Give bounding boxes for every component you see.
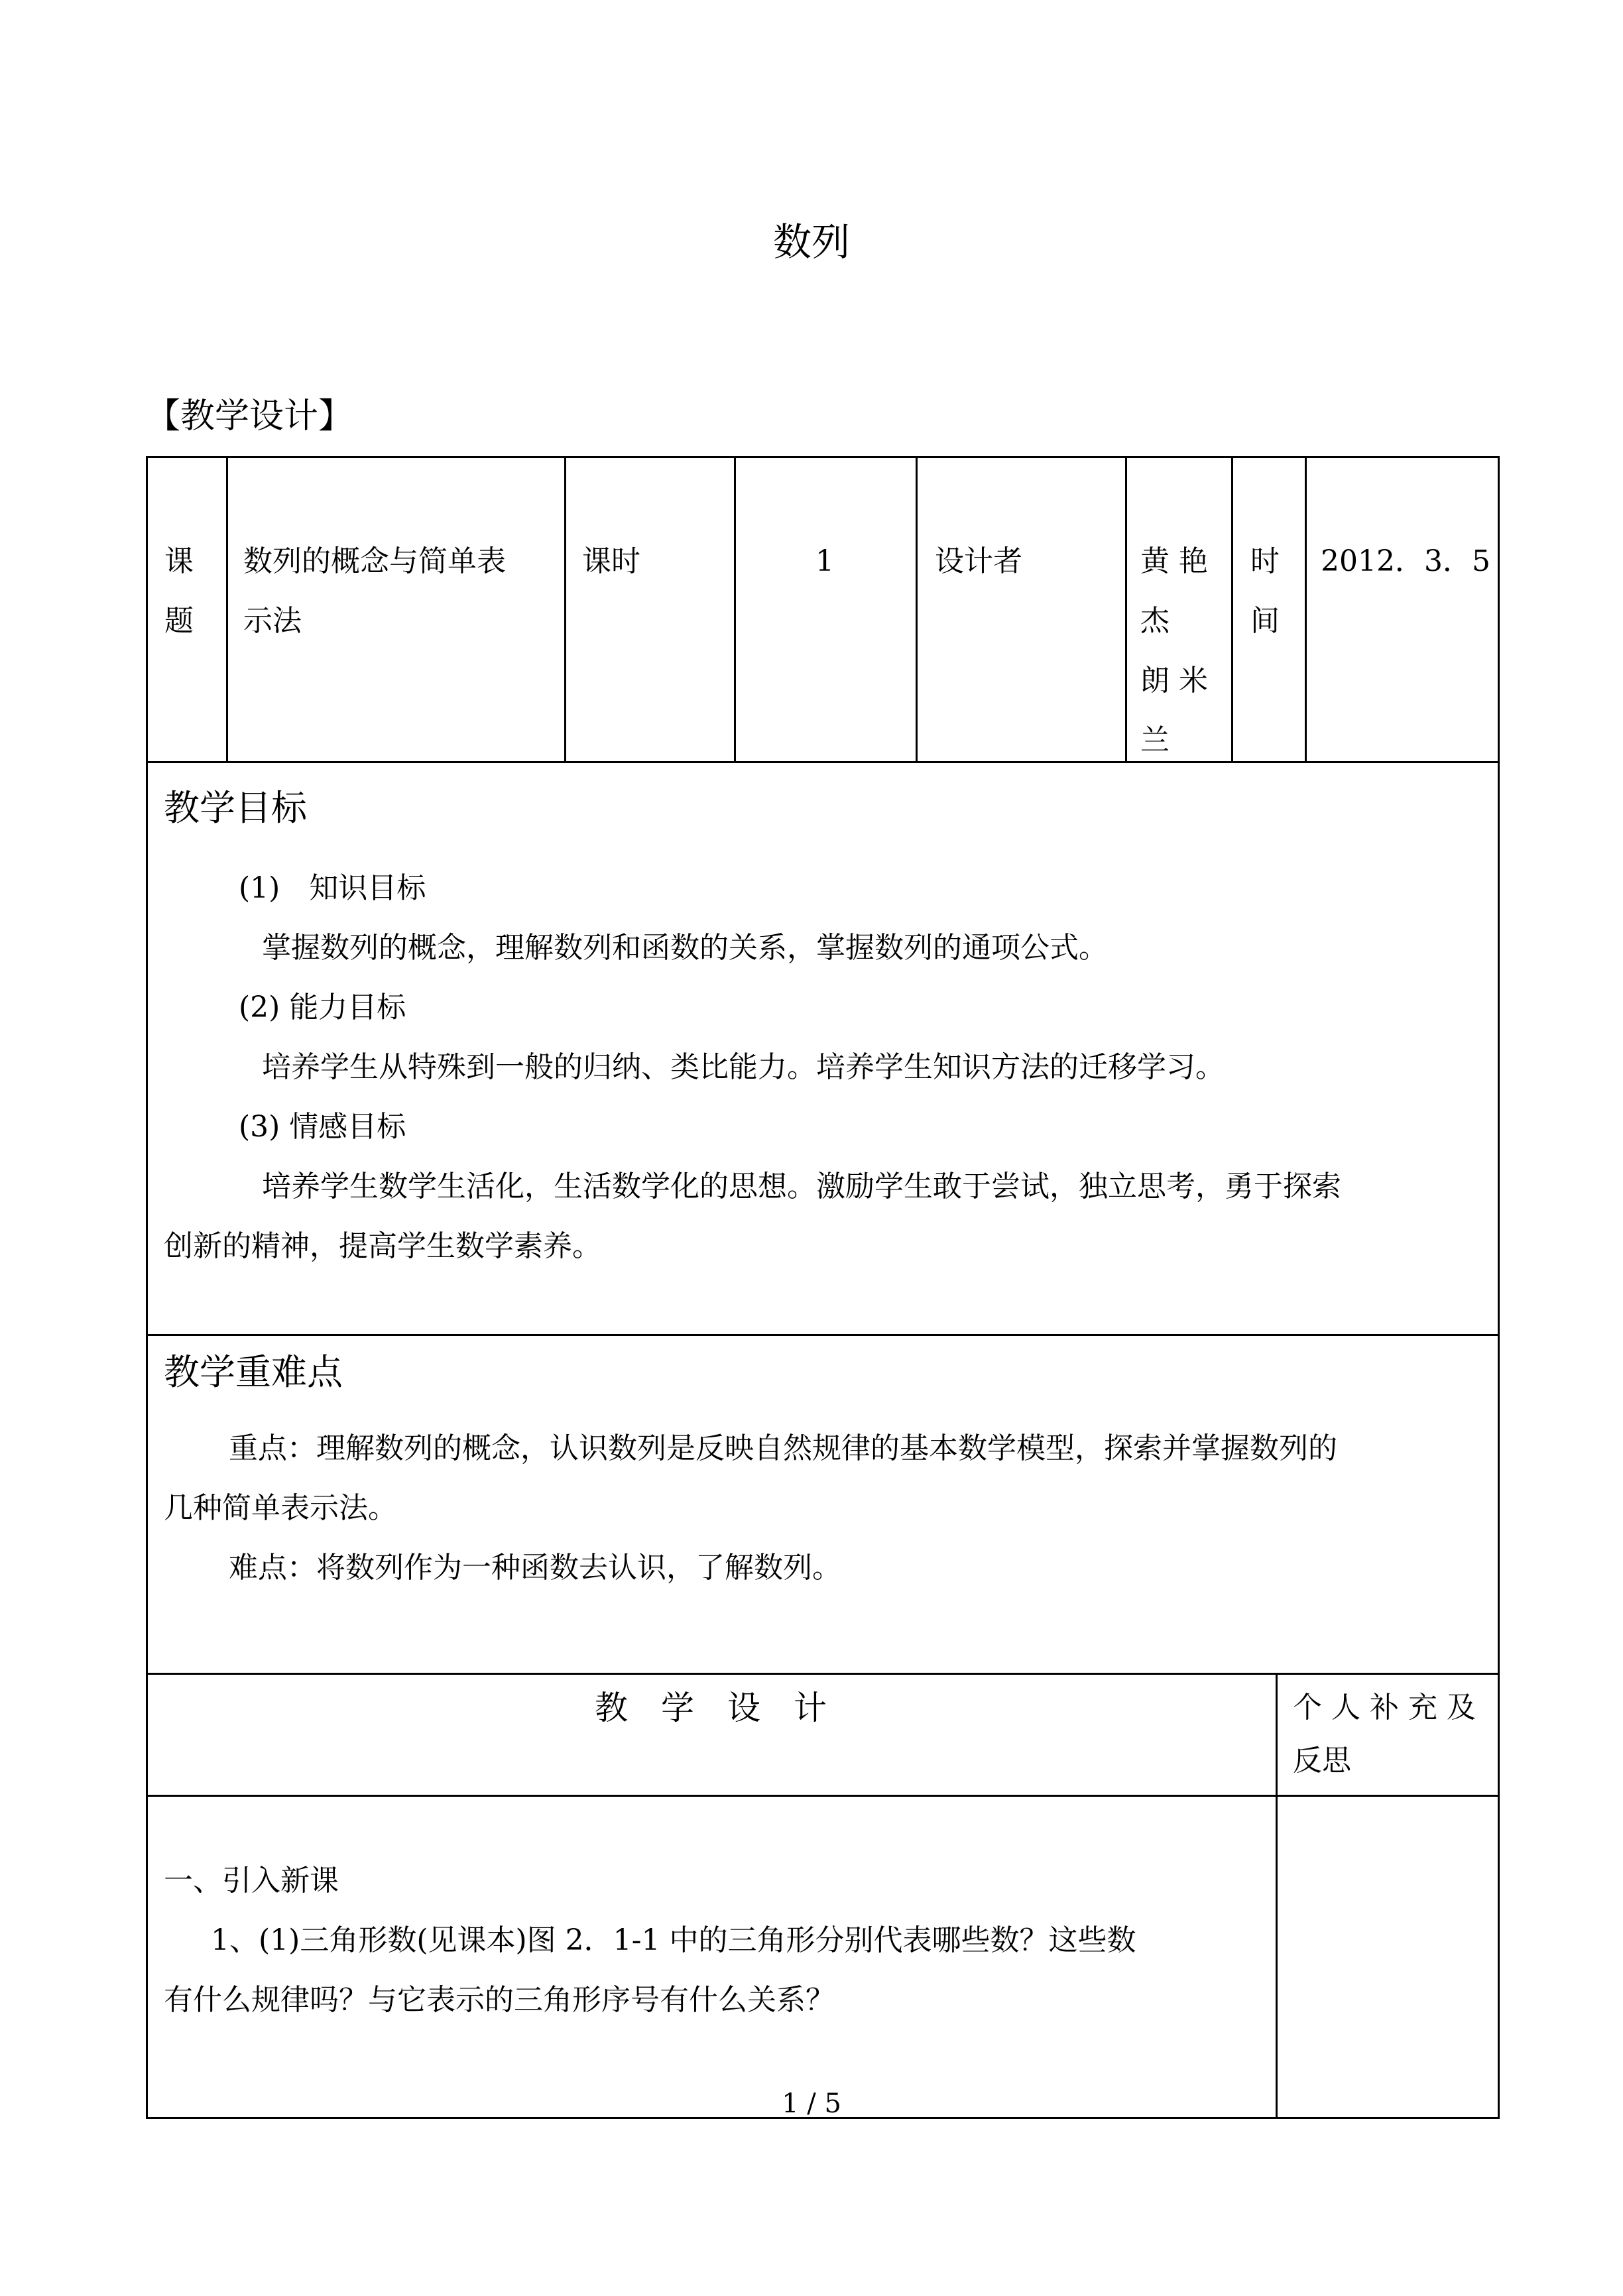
knowledge-goal-text: 掌握数列的概念，理解数列和函数的关系，掌握数列的通项公式。 (262, 931, 1108, 965)
emotion-goal-text-1: 培养学生数学生活化，生活数学化的思想。激励学生敢于尝试，独立思考，勇于探索 (262, 1170, 1341, 1203)
time-label: 时 间 (1250, 544, 1280, 638)
row-divider (146, 1673, 1500, 1675)
knowledge-goal-label: (1) 知识目标 (239, 871, 426, 905)
objectives-heading: 教学目标 (164, 787, 307, 829)
col-divider (564, 456, 566, 761)
ability-goal-label: (2) 能力目标 (239, 991, 406, 1024)
period-value: 1 (815, 544, 834, 578)
col-divider (226, 456, 228, 761)
key-point-text-1: 重点：理解数列的概念，认识数列是反映自然规律的基本数学模型，探索并掌握数列的 (229, 1431, 1337, 1465)
row-divider (146, 1334, 1500, 1336)
designer-value: 黄 艳 杰 朗 米 兰 (1140, 544, 1208, 757)
intro-heading: 一、引入新课 (164, 1864, 339, 1898)
topic-label: 课 题 (164, 544, 194, 638)
design-header: 教 学 设 计 (595, 1689, 827, 1727)
ability-goal-text: 培养学生从特殊到一般的归纳、类比能力。培养学生知识方法的迁移学习。 (262, 1050, 1225, 1084)
col-divider (734, 456, 736, 761)
topic-value: 数列的概念与简单表 示法 (243, 544, 506, 638)
lesson-table (146, 456, 1500, 2119)
col-divider (1125, 456, 1127, 761)
designer-label: 设计者 (935, 544, 1022, 578)
notes-divider (1276, 1673, 1278, 2119)
page-title: 数列 (772, 219, 850, 265)
notes-header-1: 个 人 补 充 及 (1293, 1691, 1476, 1724)
row-divider (146, 1795, 1500, 1797)
col-divider (916, 456, 918, 761)
question-1-line-1: 1、(1)三角形数(见课本)图 2．1-1 中的三角形分别代表哪些数？这些数 (211, 1923, 1136, 1957)
question-1-line-2: 有什么规律吗？与它表示的三角形序号有什么关系？ (164, 1983, 835, 2017)
key-point-text-2: 几种简单表示法。 (164, 1491, 397, 1525)
difficult-point-text: 难点：将数列作为一种函数去认识，了解数列。 (229, 1551, 841, 1585)
notes-header-2: 反思 (1293, 1744, 1351, 1778)
key-points-heading: 教学重难点 (164, 1351, 343, 1393)
page-number: 1 / 5 (782, 2088, 841, 2119)
emotion-goal-text-2: 创新的精神，提高学生数学素养。 (164, 1229, 601, 1263)
emotion-goal-label: (3) 情感目标 (239, 1110, 406, 1144)
period-label: 课时 (582, 544, 640, 578)
col-divider (1305, 456, 1307, 761)
section-label: 【教学设计】 (146, 396, 353, 436)
col-divider (1231, 456, 1233, 761)
row-divider (146, 761, 1500, 763)
time-value: 2012．3．5 (1321, 544, 1490, 578)
